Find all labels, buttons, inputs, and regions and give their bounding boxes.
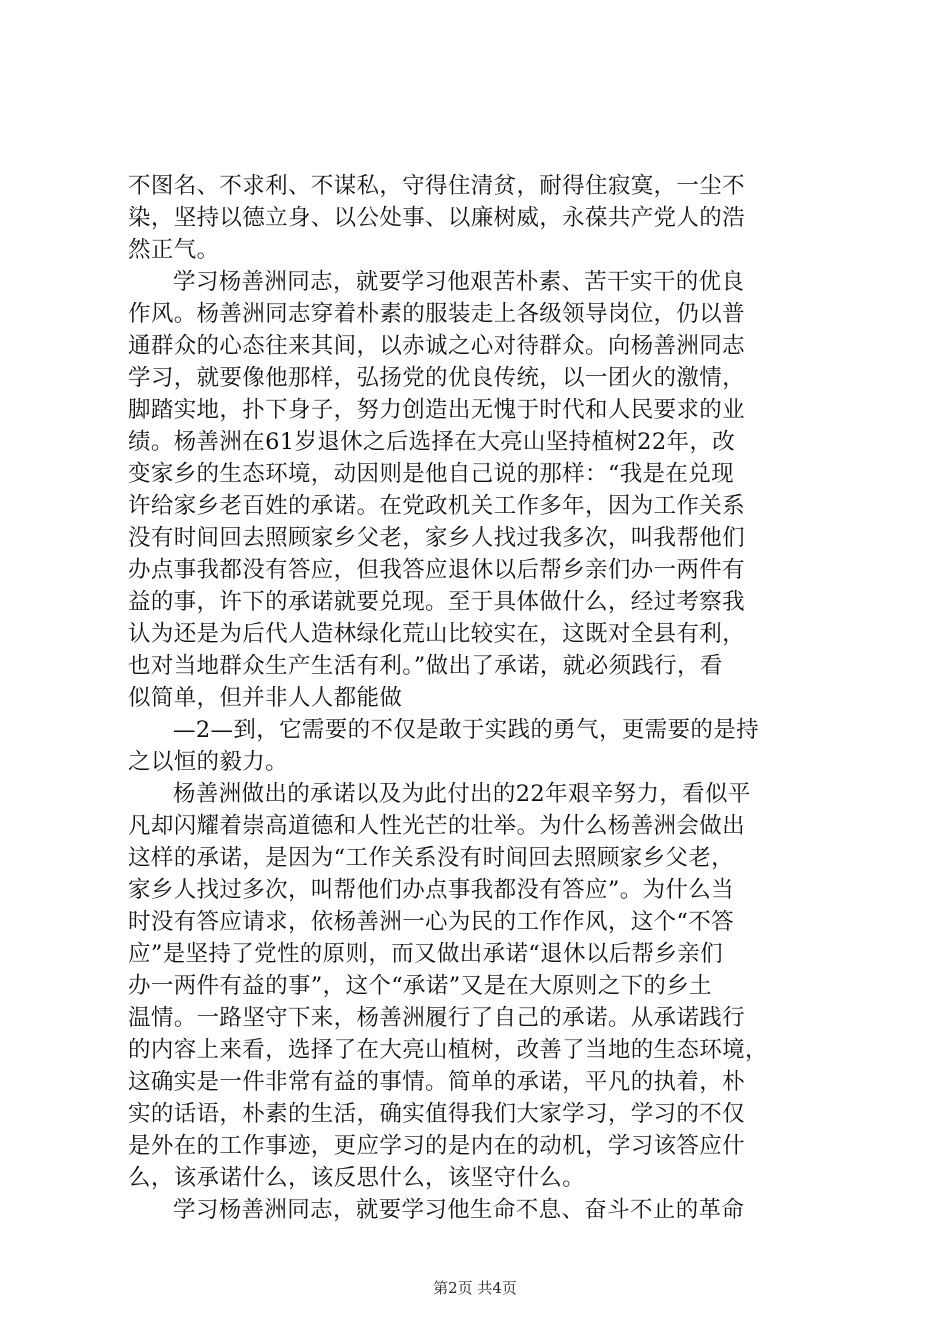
- text-line: 凡却闪耀着崇高道德和人性光芒的壮举。为什么杨善洲会做出: [128, 813, 745, 839]
- text-line: 办一两件有益的事”，这个“承诺”又是在大原则之下的乡土: [128, 973, 712, 999]
- text-line: 学习，就要像他那样，弘扬党的优良传统，以一团火的激情，: [128, 365, 745, 391]
- page-number: 第2页 共4页: [433, 1279, 517, 1297]
- text-line: 不图名、不求利、不谋私，守得住清贫，耐得住寂寞，一尘不: [128, 173, 745, 199]
- text-line: 作风。杨善洲同志穿着朴素的服装走上各级领导岗位，仍以普: [128, 301, 745, 327]
- text-line: 没有时间回去照顾家乡父老，家乡人找过我多次，叫我帮他们: [128, 525, 745, 551]
- text-line: 绩。杨善洲在61岁退休之后选择在大亮山坚持植树22年，改: [128, 429, 736, 455]
- text-line: 家乡人找过多次，叫帮他们办点事我都没有答应”。为什么当: [128, 877, 734, 903]
- text-line: 的内容上来看，选择了在大亮山植树，改善了当地的生态环境，: [128, 1037, 768, 1063]
- text-line: 变家乡的生态环境，动因则是他自己说的那样：“我是在兑现: [128, 461, 734, 487]
- text-line: 么，该承诺什么，该反思什么，该坚守什么。: [128, 1165, 586, 1191]
- text-line: 许给家乡老百姓的承诺。在党政机关工作多年，因为工作关系: [128, 493, 745, 519]
- text-line: 通群众的心态往来其间，以赤诚之心对待群众。向杨善洲同志: [128, 333, 745, 359]
- text-line: 也对当地群众生产生活有利。”做出了承诺，就必须践行，看: [128, 653, 723, 679]
- text-line: 脚踏实地，扑下身子，努力创造出无愧于时代和人民要求的业: [128, 397, 745, 423]
- text-line: 益的事，许下的承诺就要兑现。至于具体做什么，经过考察我: [128, 589, 745, 615]
- text-line: 办点事我都没有答应，但我答应退休以后帮乡亲们办一两件有: [128, 557, 745, 583]
- text-line: 染，坚持以德立身、以公处事、以廉树威，永葆共产党人的浩: [128, 205, 745, 231]
- document-body: [128, 170, 828, 1226]
- text-line: 这确实是一件非常有益的事情。简单的承诺，平凡的执着，朴: [128, 1069, 745, 1095]
- text-line: 认为还是为后代人造林绿化荒山比较实在，这既对全县有利，: [128, 621, 745, 647]
- text-line: 似简单，但并非人人都能做: [128, 685, 403, 711]
- text-line: 然正气。: [128, 237, 220, 263]
- page-footer: [0, 1278, 950, 1298]
- paragraph-start-line: 学习杨善洲同志，就要学习他生命不息、奋斗不止的革命: [173, 1197, 745, 1223]
- paragraph-start-line: 杨善洲做出的承诺以及为此付出的22年艰辛努力，看似平: [173, 781, 751, 807]
- text-line: 实的话语，朴素的生活，确实值得我们大家学习，学习的不仅: [128, 1101, 745, 1127]
- text-line: 时没有答应请求，依杨善洲一心为民的工作作风，这个“不答: [128, 909, 734, 935]
- text-line: 温情。一路坚守下来，杨善洲履行了自己的承诺。从承诺践行: [128, 1005, 745, 1031]
- paragraph-start-line: —2—到，它需要的不仅是敢于实践的勇气，更需要的是持: [173, 717, 759, 743]
- text-line: 之以恒的毅力。: [128, 749, 288, 775]
- text-line: 这样的承诺，是因为“工作关系没有时间回去照顾家乡父老，: [128, 845, 734, 871]
- paragraph-start-line: 学习杨善洲同志，就要学习他艰苦朴素、苦干实干的优良: [173, 269, 745, 295]
- text-line: 应”是坚持了党性的原则，而又做出承诺“退休以后帮乡亲们: [128, 941, 723, 967]
- text-line: 是外在的工作事迹，更应学习的是内在的动机，学习该答应什: [128, 1133, 745, 1159]
